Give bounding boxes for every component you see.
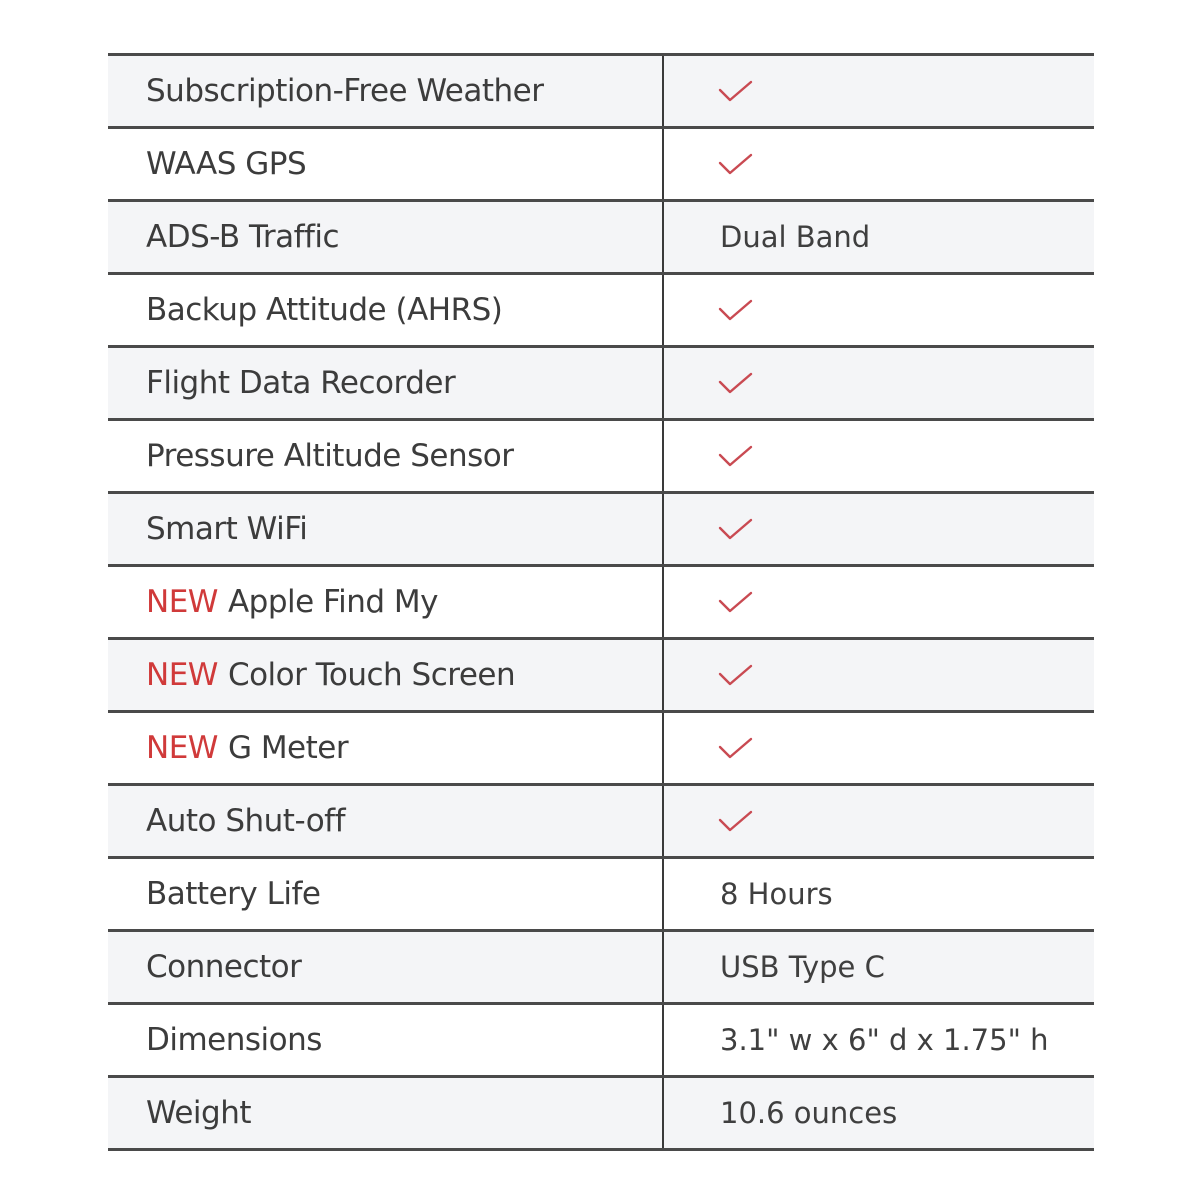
table-row bbox=[108, 56, 1094, 129]
feature-value: 3.1" w x 6" d x 1.75" h bbox=[720, 1023, 1049, 1057]
feature-label-cell bbox=[108, 640, 664, 710]
feature-value-cell bbox=[664, 567, 1094, 637]
feature-value-cell bbox=[664, 1078, 1094, 1148]
checkmark-icon bbox=[718, 809, 754, 833]
feature-label: Color Touch Screen bbox=[227, 657, 516, 693]
feature-value-cell bbox=[664, 56, 1094, 126]
table-row bbox=[108, 932, 1094, 1005]
feature-label: ADS-B Traffic bbox=[146, 219, 340, 255]
feature-label: Connector bbox=[146, 949, 302, 985]
feature-label-cell bbox=[108, 421, 664, 491]
feature-label: Backup Attitude (AHRS) bbox=[146, 292, 503, 328]
table-row bbox=[108, 202, 1094, 275]
new-badge: NEW bbox=[146, 730, 218, 766]
feature-value-cell bbox=[664, 421, 1094, 491]
feature-label-cell bbox=[108, 786, 664, 856]
table-row bbox=[108, 640, 1094, 713]
feature-label: WAAS GPS bbox=[146, 146, 307, 182]
checkmark-icon bbox=[718, 152, 754, 176]
feature-label: Dimensions bbox=[146, 1022, 322, 1058]
feature-value: 10.6 ounces bbox=[720, 1096, 898, 1130]
checkmark-icon bbox=[718, 590, 754, 614]
feature-value-cell bbox=[664, 494, 1094, 564]
checkmark-icon bbox=[718, 371, 754, 395]
feature-value-cell bbox=[664, 640, 1094, 710]
feature-value-cell bbox=[664, 202, 1094, 272]
feature-value: Dual Band bbox=[720, 220, 871, 254]
table-row bbox=[108, 1005, 1094, 1078]
feature-label-cell bbox=[108, 348, 664, 418]
feature-label-cell bbox=[108, 713, 664, 783]
feature-value: USB Type C bbox=[720, 950, 885, 984]
table-row bbox=[108, 859, 1094, 932]
feature-label-cell bbox=[108, 129, 664, 199]
checkmark-icon bbox=[718, 444, 754, 468]
feature-label: Subscription-Free Weather bbox=[146, 73, 544, 109]
checkmark-icon bbox=[718, 517, 754, 541]
checkmark-icon bbox=[718, 79, 754, 103]
feature-value-cell bbox=[664, 129, 1094, 199]
checkmark-icon bbox=[718, 736, 754, 760]
new-badge: NEW bbox=[146, 657, 218, 693]
feature-label: Smart WiFi bbox=[146, 511, 308, 547]
feature-label-cell bbox=[108, 494, 664, 564]
feature-value-cell bbox=[664, 348, 1094, 418]
table-row bbox=[108, 567, 1094, 640]
feature-label: G Meter bbox=[227, 730, 349, 766]
table-row bbox=[108, 713, 1094, 786]
table-row bbox=[108, 129, 1094, 202]
feature-value-cell bbox=[664, 859, 1094, 929]
spec-comparison-table bbox=[108, 53, 1094, 1151]
feature-label-cell bbox=[108, 275, 664, 345]
table-row bbox=[108, 1078, 1094, 1151]
table-row bbox=[108, 348, 1094, 421]
feature-label-cell bbox=[108, 1078, 664, 1148]
checkmark-icon bbox=[718, 298, 754, 322]
feature-label: Pressure Altitude Sensor bbox=[146, 438, 514, 474]
feature-value-cell bbox=[664, 786, 1094, 856]
table-row bbox=[108, 786, 1094, 859]
feature-value-cell bbox=[664, 932, 1094, 1002]
feature-label: Auto Shut-off bbox=[146, 803, 346, 839]
feature-label-cell bbox=[108, 932, 664, 1002]
feature-label: Weight bbox=[146, 1095, 252, 1131]
feature-label: Battery Life bbox=[146, 876, 321, 912]
feature-value-cell bbox=[664, 275, 1094, 345]
feature-value-cell bbox=[664, 713, 1094, 783]
feature-label-cell bbox=[108, 567, 664, 637]
feature-label: Flight Data Recorder bbox=[146, 365, 456, 401]
table-row bbox=[108, 421, 1094, 494]
table-row bbox=[108, 275, 1094, 348]
feature-label: Apple Find My bbox=[227, 584, 438, 620]
feature-label-cell bbox=[108, 202, 664, 272]
feature-value-cell bbox=[664, 1005, 1094, 1075]
new-badge: NEW bbox=[146, 584, 218, 620]
table-row bbox=[108, 494, 1094, 567]
feature-label-cell bbox=[108, 1005, 664, 1075]
feature-label-cell bbox=[108, 859, 664, 929]
feature-value: 8 Hours bbox=[720, 877, 833, 911]
feature-label-cell bbox=[108, 56, 664, 126]
checkmark-icon bbox=[718, 663, 754, 687]
